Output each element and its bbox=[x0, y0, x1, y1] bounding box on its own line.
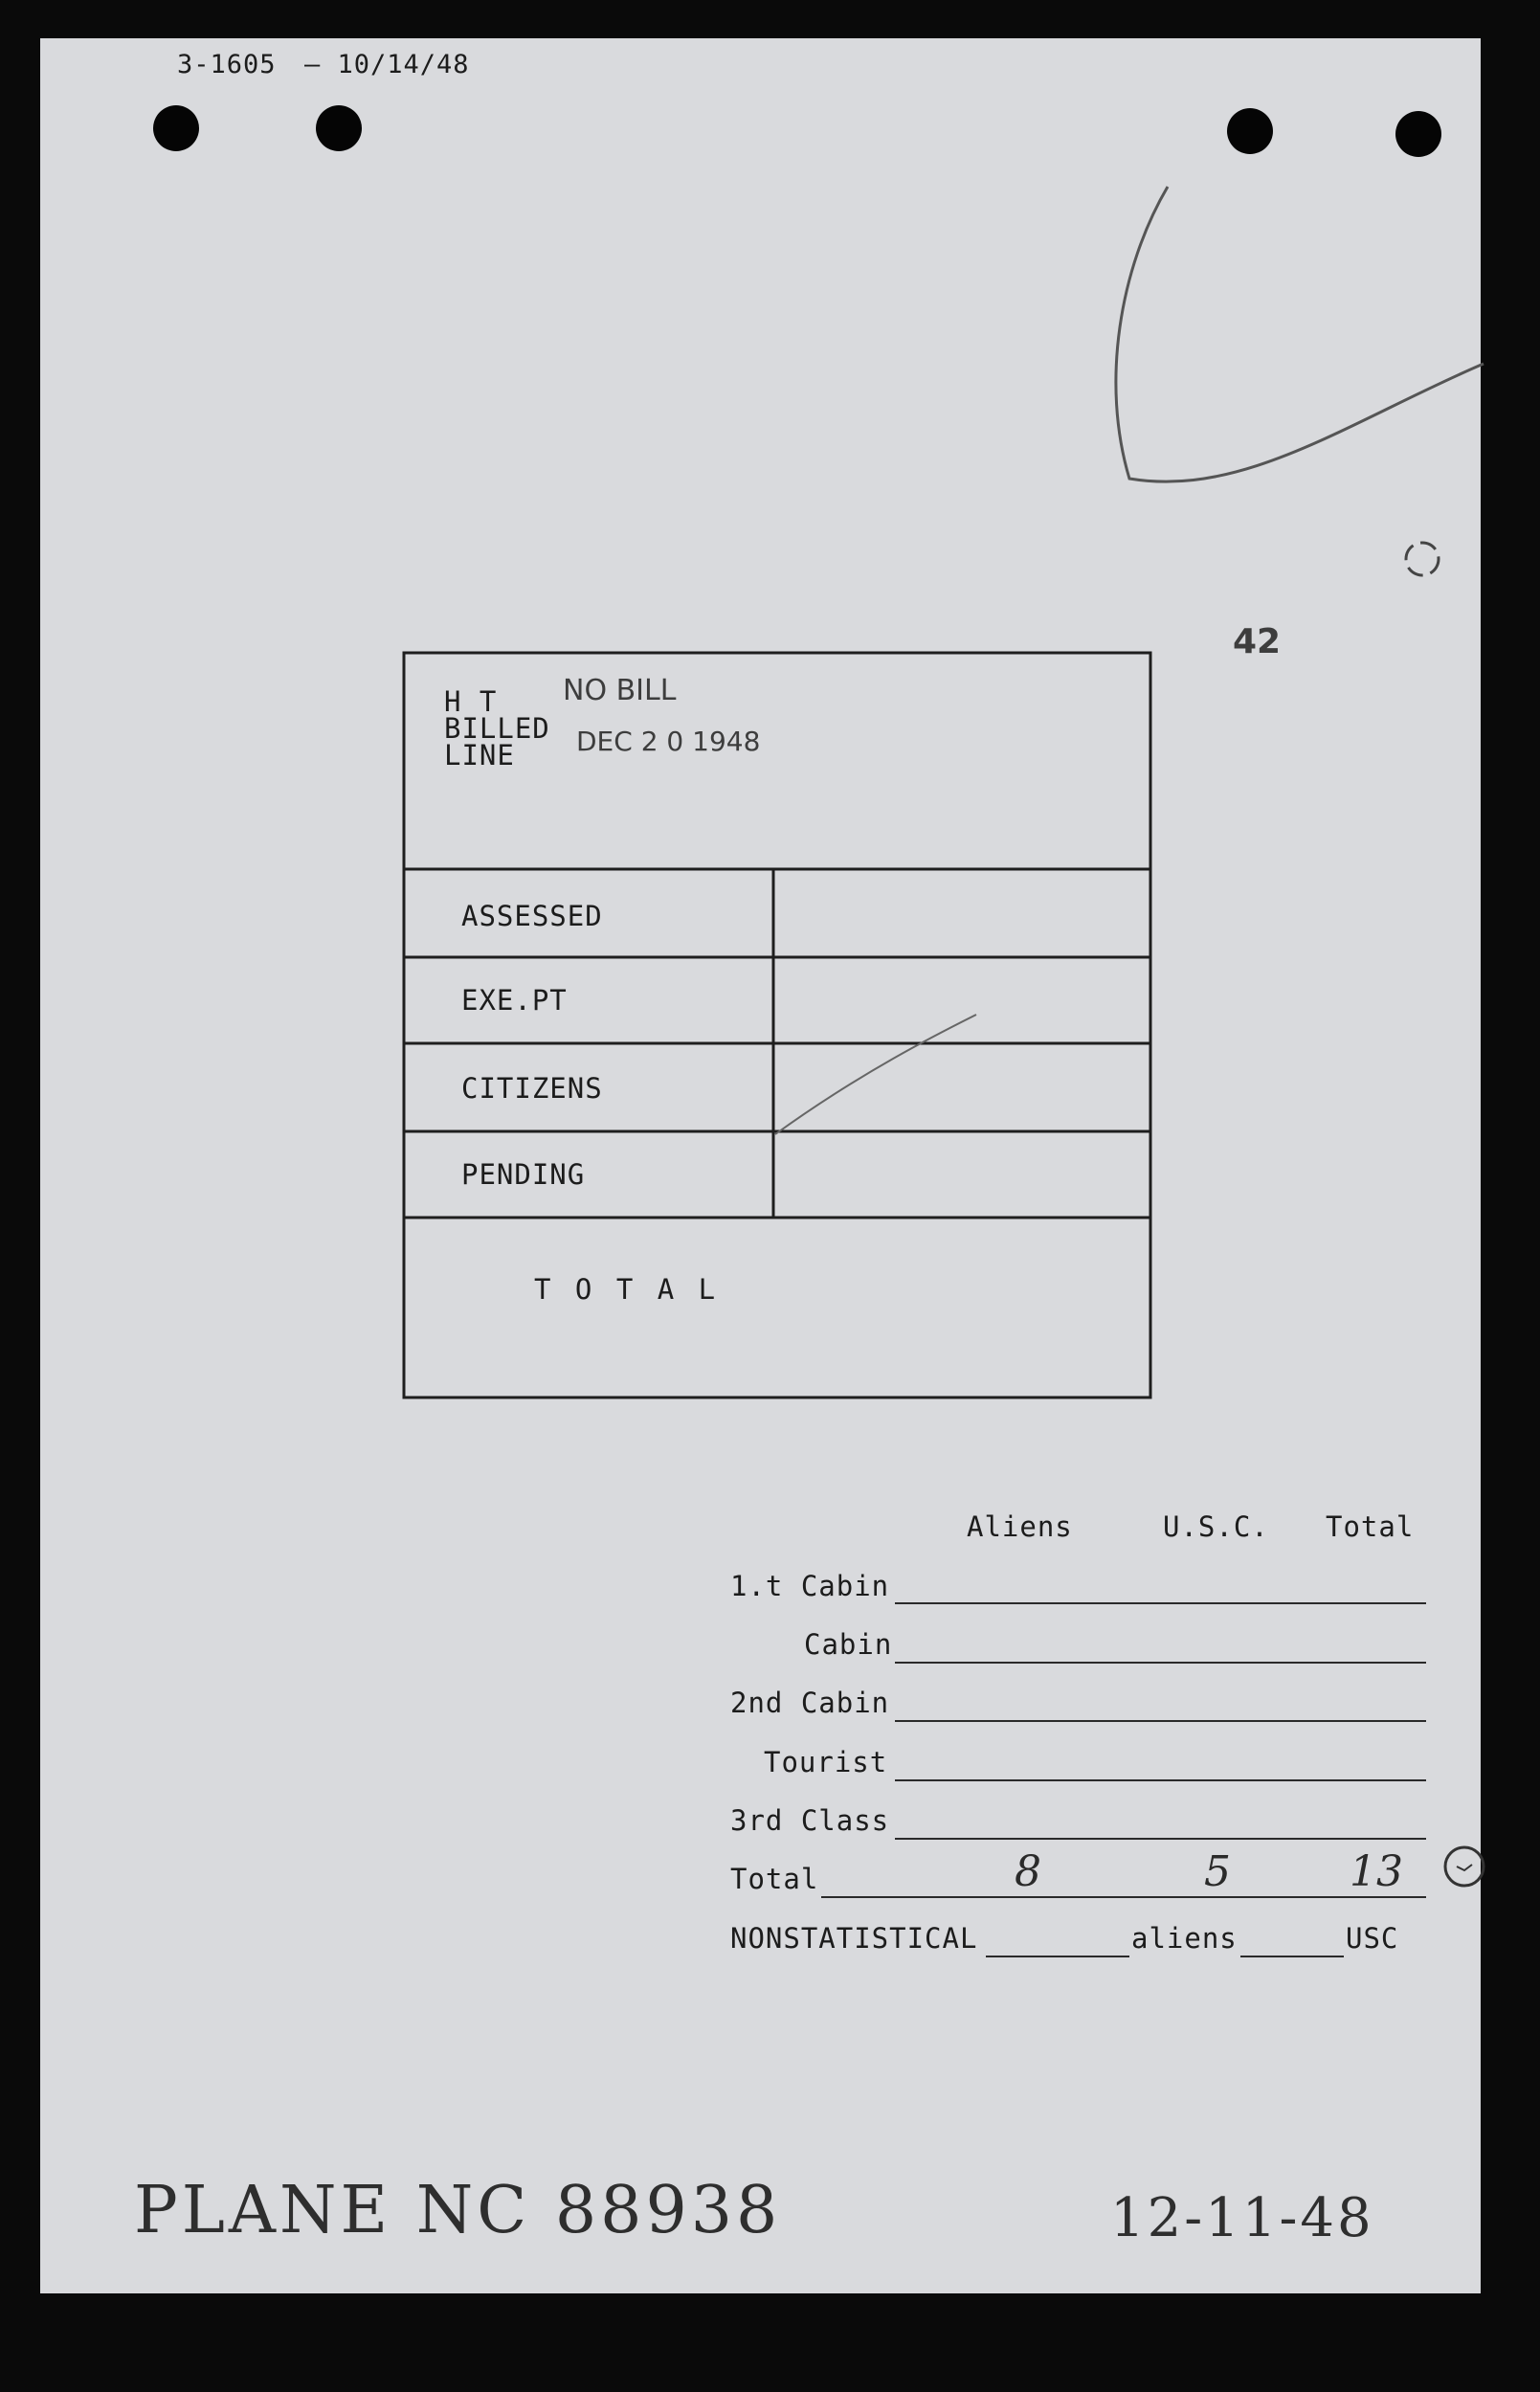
page-number: 42 bbox=[1233, 622, 1282, 661]
punch-hole bbox=[316, 105, 362, 151]
row-label-tourist: Tourist bbox=[764, 1746, 888, 1778]
ht-label: H T bbox=[444, 685, 498, 718]
row-line-first-cabin bbox=[895, 1602, 1426, 1604]
row-label-first-cabin: 1.t Cabin bbox=[730, 1570, 890, 1602]
row-label-second-cabin: 2nd Cabin bbox=[730, 1687, 890, 1719]
total-aliens-value: 8 bbox=[1015, 1847, 1041, 1896]
row-line-second-cabin bbox=[895, 1720, 1426, 1722]
nonstat-aliens-line bbox=[986, 1956, 1129, 1957]
total-total-value: 13 bbox=[1350, 1847, 1403, 1896]
circled-mark bbox=[1436, 1838, 1493, 1895]
row-line-cabin bbox=[895, 1662, 1426, 1664]
pending-label: PENDING bbox=[461, 1158, 586, 1191]
pencil-check-mark bbox=[1101, 172, 1503, 498]
form-date: — 10/14/48 bbox=[304, 50, 470, 79]
total-label: T O T A L bbox=[534, 1273, 720, 1306]
punch-hole bbox=[1227, 108, 1273, 154]
assessed-label: ASSESSED bbox=[461, 900, 603, 932]
form-number: 3-1605 bbox=[177, 50, 277, 79]
citizens-label: CITIZENS bbox=[461, 1072, 603, 1105]
date-note: 12-11-48 bbox=[1110, 2187, 1374, 2249]
nonstat-aliens-label: aliens bbox=[1131, 1922, 1238, 1955]
col-header-aliens: Aliens bbox=[967, 1510, 1073, 1543]
line-label: LINE bbox=[444, 739, 515, 771]
billing-box-frame bbox=[402, 651, 1155, 1401]
small-circle-mark bbox=[1399, 536, 1445, 582]
billed-label: BILLED bbox=[444, 712, 550, 745]
nonstat-usc-label: USC bbox=[1346, 1922, 1399, 1955]
row-line-tourist bbox=[895, 1779, 1426, 1781]
plane-note: PLANE NC 88938 bbox=[134, 2173, 782, 2248]
nonstatistical-label: NONSTATISTICAL bbox=[730, 1922, 978, 1955]
row-label-total: Total bbox=[730, 1863, 819, 1895]
nonstat-usc-line bbox=[1240, 1956, 1344, 1957]
punch-hole bbox=[1395, 111, 1441, 157]
col-header-total: Total bbox=[1326, 1510, 1415, 1543]
total-usc-value: 5 bbox=[1204, 1847, 1231, 1896]
row-line-third-class bbox=[895, 1838, 1426, 1840]
date-stamp: DEC 2 0 1948 bbox=[576, 726, 761, 757]
billing-box bbox=[402, 651, 1155, 1401]
row-label-third-class: 3rd Class bbox=[730, 1804, 890, 1837]
punch-hole bbox=[153, 105, 199, 151]
exempt-label: EXE.PT bbox=[461, 984, 568, 1017]
col-header-usc: U.S.C. bbox=[1163, 1510, 1269, 1543]
row-label-cabin: Cabin bbox=[804, 1628, 893, 1661]
row-line-total bbox=[821, 1896, 1426, 1898]
no-bill-stamp: NO BILL bbox=[563, 674, 677, 707]
